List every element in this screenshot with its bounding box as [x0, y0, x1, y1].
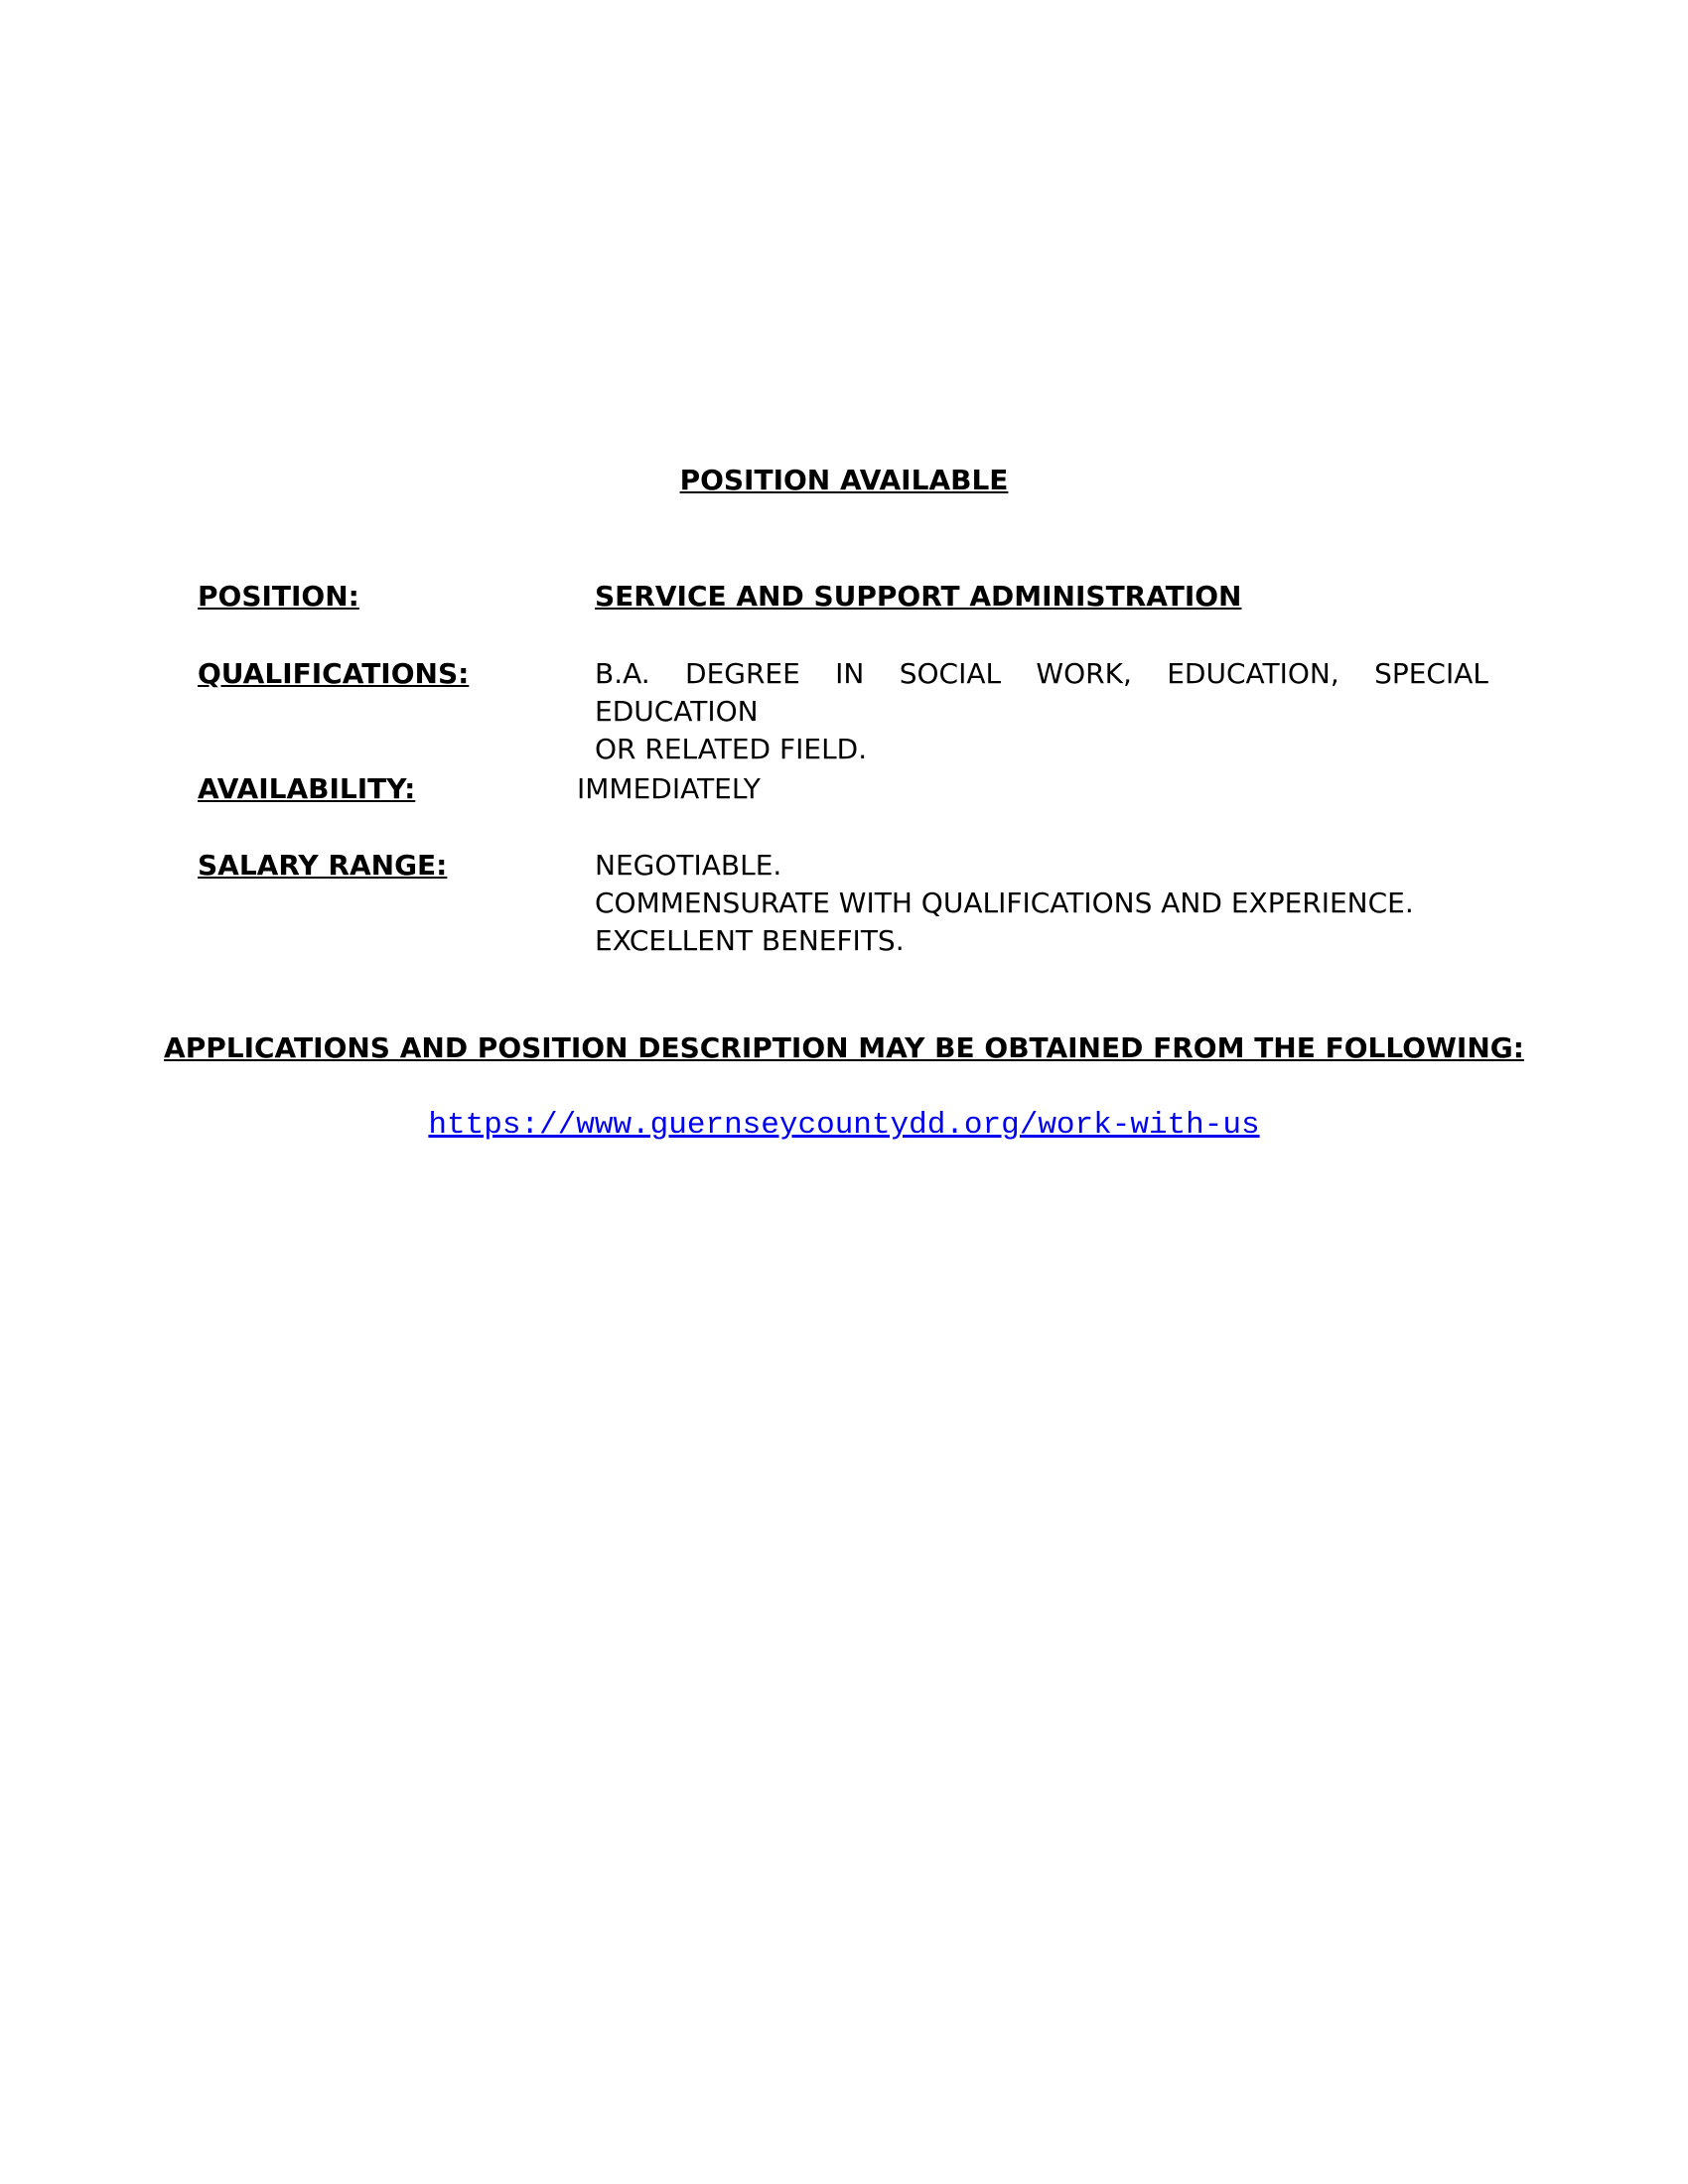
- salary-line: NEGOTIABLE.: [595, 849, 782, 882]
- availability-value: IMMEDIATELY: [577, 772, 761, 805]
- availability-label: AVAILABILITY:: [198, 772, 416, 805]
- salary-range-label: SALARY RANGE:: [198, 849, 448, 882]
- salary-range-value: [595, 847, 1414, 960]
- salary-line: EXCELLENT BENEFITS.: [595, 924, 905, 957]
- salary-line: COMMENSURATE WITH QUALIFICATIONS AND EXPERIENCE.: [595, 887, 1414, 919]
- qualifications-value: [595, 655, 1488, 768]
- position-value: SERVICE AND SUPPORT ADMINISTRATION: [595, 580, 1242, 613]
- page-heading: POSITION AVAILABLE: [679, 464, 1009, 496]
- work-with-us-link[interactable]: https://www.guernseycountydd.org/work-with-us: [428, 1108, 1260, 1143]
- position-label: POSITION:: [198, 580, 359, 613]
- applications-notice: APPLICATIONS AND POSITION DESCRIPTION MAY BE OBTAINED FROM THE FOLLOWING:: [164, 1031, 1524, 1064]
- qualifications-label: QUALIFICATIONS:: [198, 657, 470, 690]
- qualifications-line: OR RELATED FIELD.: [595, 733, 868, 765]
- qualifications-line: B.A. DEGREE IN SOCIAL WORK, EDUCATION, SPECIAL EDUCATION: [595, 657, 1488, 728]
